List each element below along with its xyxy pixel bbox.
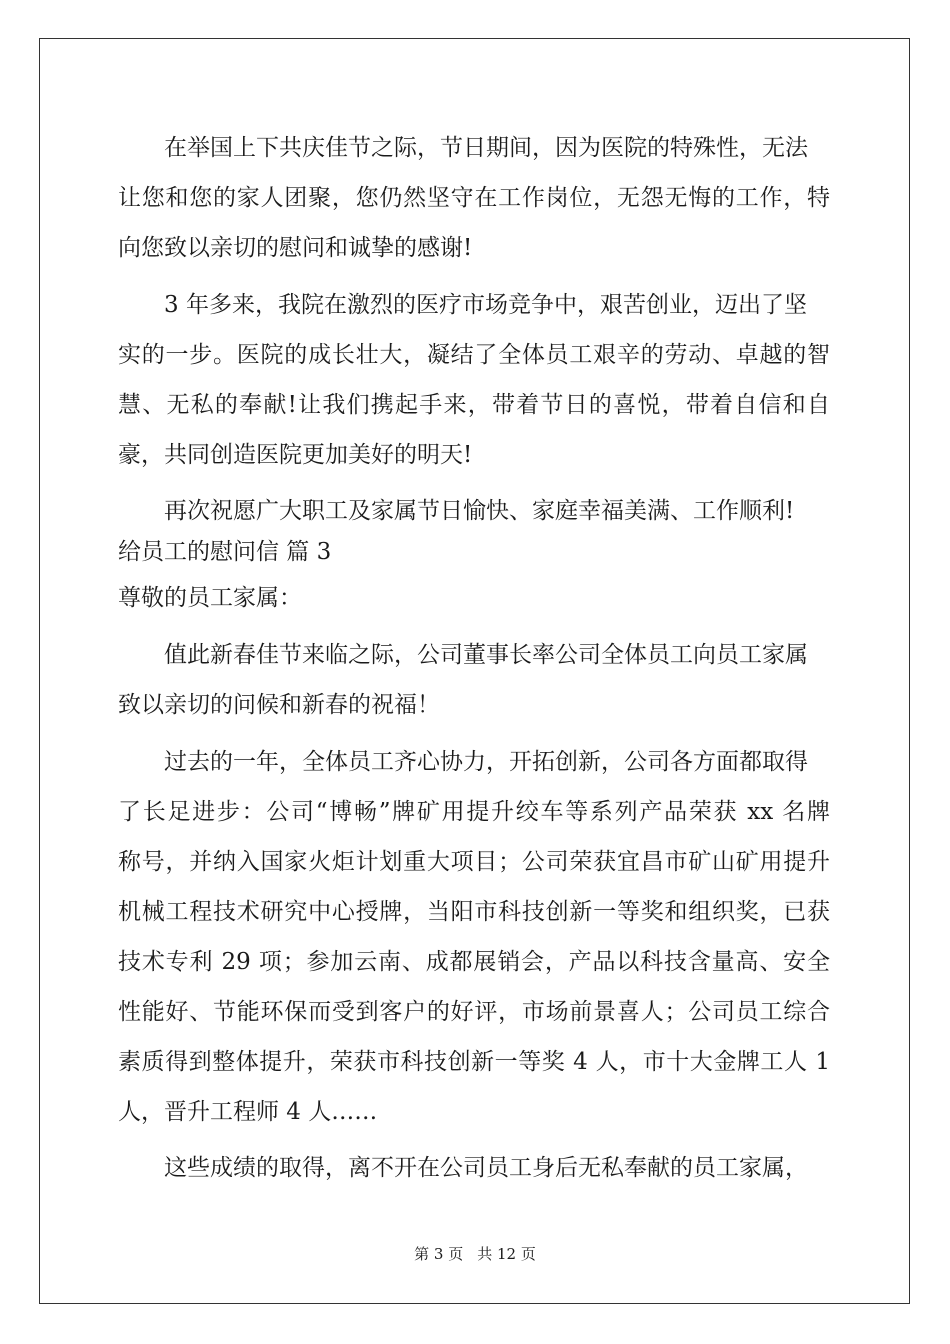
- paragraph-line: 向您致以亲切的慰问和诚挚的感谢!: [118, 235, 473, 261]
- page-total: 共 12 页: [477, 1245, 536, 1263]
- paragraph-line: 致以亲切的问候和新春的祝福！: [118, 692, 440, 718]
- paragraph-line: 技术专利 29 项；参加云南、成都展销会，产品以科技含量高、安全: [118, 949, 830, 975]
- paragraph-line: 过去的一年，全体员工齐心协力，开拓创新，公司各方面都取得: [164, 749, 808, 775]
- paragraph-line: 豪，共同创造医院更加美好的明天!: [118, 442, 473, 468]
- paragraph-line: 素质得到整体提升，荣获市科技创新一等奖 4 人，市十大金牌工人 1: [118, 1049, 830, 1075]
- paragraph-line: 称号，并纳入国家火炬计划重大项目；公司荣获宜昌市矿山矿用提升: [118, 849, 830, 875]
- paragraph-line: 性能好、节能环保而受到客户的好评，市场前景喜人；公司员工综合: [118, 999, 830, 1025]
- paragraph-line: 让您和您的家人团聚，您仍然坚守在工作岗位，无怨无悔的工作，特: [118, 185, 830, 211]
- paragraph-line: 在举国上下共庆佳节之际，节日期间，因为医院的特殊性，无法: [164, 135, 808, 161]
- paragraph-line: 值此新春佳节来临之际，公司董事长率公司全体员工向员工家属: [164, 642, 808, 668]
- paragraph-line: 人，晋升工程师 4 人……: [118, 1099, 378, 1125]
- page-footer: [0, 1244, 950, 1264]
- paragraph-line: 实的一步。医院的成长壮大，凝结了全体员工艰辛的劳动、卓越的智: [118, 342, 830, 368]
- salutation: 尊敬的员工家属：: [118, 585, 302, 611]
- paragraph-line: 了长足进步：公司“博畅”牌矿用提升绞车等系列产品荣获 xx 名牌: [118, 799, 830, 825]
- paragraph-line: 慧、无私的奉献!让我们携起手来，带着节日的喜悦，带着自信和自: [118, 392, 830, 418]
- section-heading: 给员工的慰问信 篇 3: [118, 539, 332, 565]
- page-number: 第 3 页: [414, 1245, 464, 1263]
- paragraph-line: 这些成绩的取得，离不开在公司员工身后无私奉献的员工家属，: [164, 1155, 808, 1181]
- paragraph-line: 机械工程技术研究中心授牌，当阳市科技创新一等奖和组织奖，已获: [118, 899, 830, 925]
- paragraph-line: 再次祝愿广大职工及家属节日愉快、家庭幸福美满、工作顺利!: [164, 498, 795, 524]
- paragraph-line: 3 年多来，我院在激烈的医疗市场竞争中，艰苦创业，迈出了坚: [164, 292, 807, 318]
